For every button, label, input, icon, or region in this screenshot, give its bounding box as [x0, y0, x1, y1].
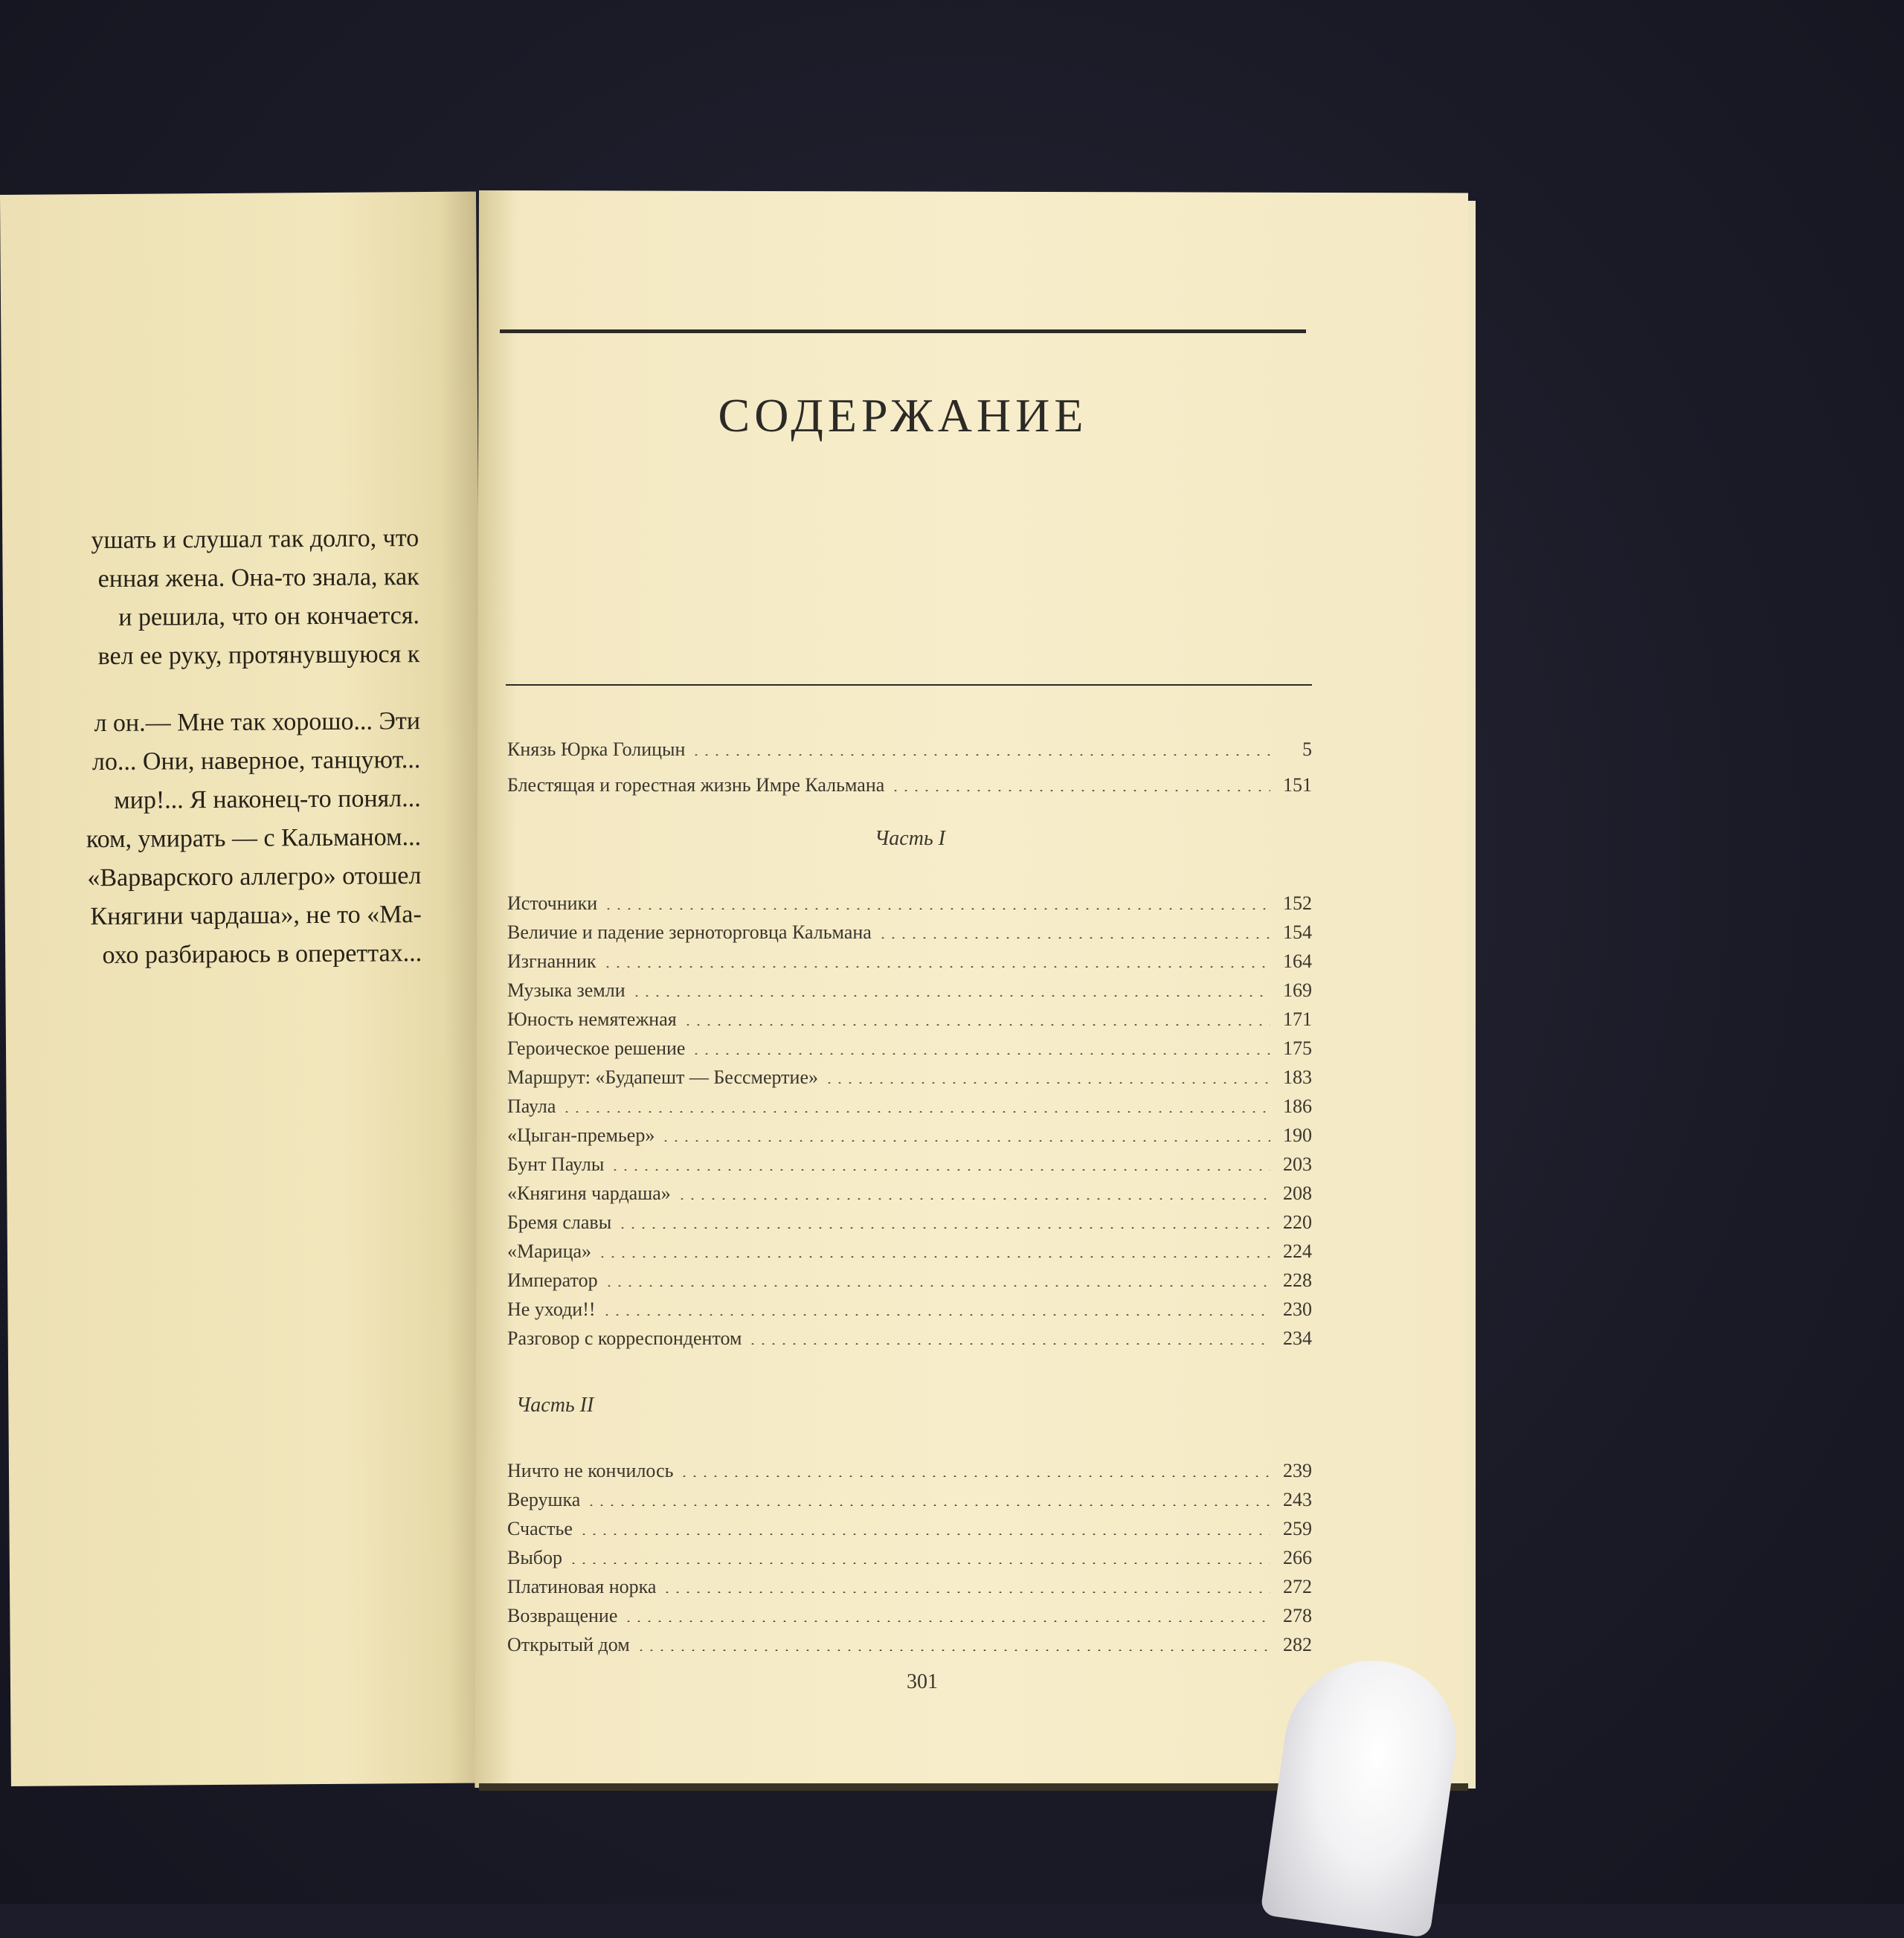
toc-leader: [636, 1649, 1270, 1651]
toc-entry-label: Возвращение: [507, 1605, 618, 1626]
toc-entry-page: 5: [1302, 738, 1312, 760]
toc-entry-label: Паула: [507, 1095, 556, 1117]
toc-entry: [507, 768, 1312, 796]
text-line: енная жена. Она-то знала, как: [97, 563, 419, 593]
toc-entry-page: 151: [1283, 774, 1312, 796]
toc-leader: [617, 1227, 1270, 1229]
toc-entry-label: Князь Юрка Голицын: [507, 738, 686, 760]
text-line: мир!... Я наконец-то понял...: [114, 785, 421, 814]
text-line: вел ее руку, протянувшуюся к: [97, 640, 420, 671]
toc-entry-page: 239: [1283, 1460, 1312, 1481]
toc-entry: [507, 1234, 1312, 1263]
toc-entry: [507, 1483, 1312, 1511]
toc-leader: [610, 1169, 1270, 1171]
toc-entry-label: Героическое решение: [507, 1037, 686, 1059]
toc-entry-page: 190: [1283, 1124, 1312, 1146]
toc-entry-label: Открытый дом: [507, 1634, 630, 1655]
toc-entry-page: 164: [1283, 950, 1312, 972]
toc-entry: [507, 1118, 1312, 1147]
toc-entry-page: 203: [1283, 1153, 1312, 1175]
toc-entry-label: Бремя славы: [507, 1211, 612, 1233]
toc-entry-page: 208: [1283, 1182, 1312, 1204]
toc-entry-label: Ничто не кончилось: [507, 1460, 674, 1481]
toc-entry-label: Не уходи!!: [507, 1298, 596, 1320]
toc-entry-label: Музыка земли: [507, 979, 625, 1001]
toc-entry-page: 230: [1283, 1298, 1312, 1320]
part-heading: Часть II: [516, 1394, 594, 1417]
toc-entry: [507, 1089, 1312, 1118]
toc-leader: [662, 1591, 1270, 1593]
part-heading: Часть I: [875, 827, 946, 850]
toc-entry-page: 282: [1283, 1634, 1312, 1655]
toc-entry: [507, 733, 1312, 761]
toc-entry: [507, 1321, 1312, 1350]
text-line: охо разбираюсь в опереттах...: [102, 939, 422, 970]
toc-entry-label: Изгнанник: [507, 950, 596, 972]
toc-leader: [562, 1111, 1270, 1113]
text-line: ушать и слушал так долго, что: [91, 524, 419, 555]
toc-leader: [586, 1504, 1270, 1506]
toc-entry-label: Выбор: [507, 1547, 563, 1568]
toc-entry: [507, 1031, 1312, 1060]
toc-entry: [507, 1541, 1312, 1569]
toc-entry: [507, 915, 1312, 944]
toc-entry: [507, 1512, 1312, 1540]
toc-entry-label: Источники: [507, 892, 598, 914]
toc-entry-label: Счастье: [507, 1518, 573, 1539]
toc-entry: [507, 1147, 1312, 1176]
text-line: «Варварского аллегро» отошел: [87, 862, 422, 892]
page-title: СОДЕРЖАНИЕ: [718, 389, 1088, 442]
toc-leader: [683, 1024, 1270, 1026]
toc-entry-page: 186: [1283, 1095, 1312, 1117]
text-line: л он.— Мне так хорошо... Эти: [94, 707, 421, 738]
toc-entry-page: 171: [1283, 1008, 1312, 1030]
toc-entry-page: 169: [1283, 979, 1312, 1001]
toc-leader: [623, 1620, 1270, 1622]
toc-leader: [597, 1256, 1270, 1258]
toc-entry-label: Бунт Паулы: [507, 1153, 605, 1175]
toc-entry-label: Маршрут: «Будапешт — Бессмертие»: [507, 1066, 818, 1088]
toc-entry: [507, 1292, 1312, 1321]
toc-entry: [507, 886, 1312, 915]
left-page-text: [2, 519, 422, 976]
toc-entry-label: Разговор с корреспондентом: [507, 1327, 742, 1349]
toc-entry-label: Верушка: [507, 1489, 581, 1510]
toc-leader: [602, 1314, 1270, 1316]
toc-entry: [507, 1002, 1312, 1031]
toc-entry-label: Император: [507, 1269, 598, 1291]
toc-leader: [679, 1475, 1270, 1477]
text-line: Княгини чардаша», не то «Ма-: [90, 901, 422, 931]
toc-leader: [677, 1198, 1270, 1200]
toc-entry-page: 272: [1283, 1576, 1312, 1597]
toc-entry: [507, 1176, 1312, 1205]
text-line: ком, умирать — с Кальманом...: [86, 823, 422, 854]
toc-entry: [507, 1454, 1312, 1482]
toc-entry-page: 220: [1283, 1211, 1312, 1233]
text-line: и решила, что он кончается.: [118, 602, 420, 631]
title-rule: [506, 684, 1312, 686]
toc-entry: [507, 1570, 1312, 1598]
text-line: ло... Они, наверное, танцуют...: [91, 746, 421, 776]
text-line-blank: [4, 674, 420, 705]
toc-entry-page: 266: [1283, 1547, 1312, 1568]
toc-leader: [691, 1053, 1270, 1055]
toc-leader: [602, 966, 1270, 968]
toc-entry-label: Платиновая норка: [507, 1576, 657, 1597]
toc-leader: [631, 995, 1270, 997]
toc-entry-label: «Марица»: [507, 1240, 592, 1262]
toc-entry-label: «Княгиня чардаша»: [507, 1182, 671, 1204]
toc-leader: [579, 1533, 1270, 1535]
toc-entry-label: Юность немятежная: [507, 1008, 677, 1030]
toc-entry-page: 152: [1283, 892, 1312, 914]
toc-leader: [568, 1562, 1270, 1564]
page-number: 301: [907, 1670, 938, 1693]
toc-entry-page: 243: [1283, 1489, 1312, 1510]
toc-entry: [507, 973, 1312, 1002]
toc-entry-label: Блестящая и горестная жизнь Имре Кальмана: [507, 774, 885, 796]
toc-entry: [507, 1060, 1312, 1089]
toc-leader: [824, 1082, 1270, 1084]
toc-entry-page: 259: [1283, 1518, 1312, 1539]
toc-entry-page: 234: [1283, 1327, 1312, 1349]
toc-entry: [507, 1628, 1312, 1656]
toc-entry-page: 224: [1283, 1240, 1312, 1262]
toc-entry: [507, 1205, 1312, 1234]
toc-entry-page: 183: [1283, 1066, 1312, 1088]
toc-entry-page: 278: [1283, 1605, 1312, 1626]
toc-entry-page: 228: [1283, 1269, 1312, 1291]
toc-leader: [747, 1343, 1270, 1345]
toc-leader: [604, 1285, 1270, 1287]
toc-leader: [890, 790, 1270, 791]
toc-leader: [691, 754, 1270, 756]
top-rule: [500, 329, 1306, 333]
toc-entry-page: 154: [1283, 921, 1312, 943]
toc-leader: [878, 937, 1270, 939]
toc-entry: [507, 1263, 1312, 1292]
toc-entry: [507, 1599, 1312, 1627]
toc-leader: [603, 908, 1270, 910]
left-page: [0, 192, 487, 1786]
toc-leader: [660, 1140, 1270, 1142]
toc-entry: [507, 944, 1312, 973]
toc-entry-page: 175: [1283, 1037, 1312, 1059]
toc-entry-label: Величие и падение зерноторговца Кальмана: [507, 921, 872, 943]
toc-entry-label: «Цыган-премьер»: [507, 1124, 655, 1146]
